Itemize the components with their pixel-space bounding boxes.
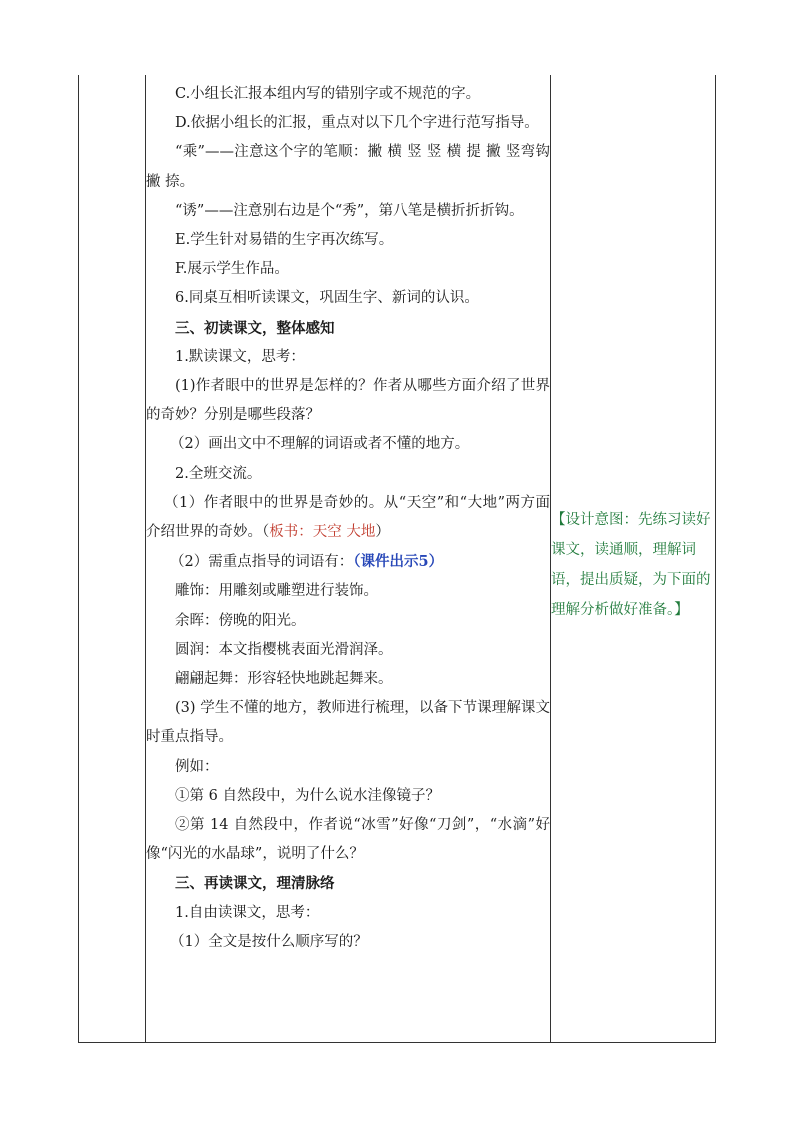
vocab-yuanrun: 圆润：本文指樱桃表面光滑润泽。 bbox=[175, 641, 393, 658]
step-e: E.学生针对易错的生字再次练写。 bbox=[175, 232, 394, 249]
answer-2: （2）需重点指导的词语有：（课件出示5） bbox=[170, 553, 444, 571]
example-1: ①第 6 自然段中，为什么说水洼像镜子？ bbox=[175, 787, 440, 804]
table-border-right bbox=[715, 75, 716, 1042]
blackboard-note: 板书：天空 大地 bbox=[269, 524, 376, 541]
answer-1: （1）作者眼中的世界是奇妙的。从“天空”和“大地”两方面介绍世界的奇妙。（板书：天空 大地） bbox=[146, 494, 550, 541]
step-c: C.小组长汇报本组内写的错别字或不规范的字。 bbox=[175, 86, 481, 102]
vocab-yuhui: 余晖：傍晚的阳光。 bbox=[175, 612, 306, 629]
question-1: (1)作者眼中的世界是怎样的？作者从哪些方面介绍了世界的奇妙？分别是哪些段落？ bbox=[146, 378, 550, 424]
step-6: 6.同桌互相听读课文，巩固生字、新词的认识。 bbox=[175, 290, 479, 307]
design-intent-cell bbox=[551, 505, 713, 625]
question-2: （2）画出文中不理解的词语或者不懂的地方。 bbox=[170, 436, 470, 453]
step-f: F.展示学生作品。 bbox=[175, 261, 289, 278]
task-1: 1.默读课文，思考： bbox=[175, 348, 305, 365]
example-label: 例如： bbox=[175, 758, 219, 775]
vocab-pianpian: 翩翩起舞：形容轻快地跳起舞来。 bbox=[175, 671, 393, 688]
task-2: 2.全班交流。 bbox=[175, 465, 262, 482]
courseware-note: （课件出示5） bbox=[353, 553, 444, 571]
section-heading-first-reading: 三、初读课文，整体感知 bbox=[175, 319, 335, 337]
step-d: D.依据小组长的汇报，重点对以下几个字进行范写指导。 bbox=[175, 115, 539, 132]
task-reread-1: 1.自由读课文，思考： bbox=[175, 904, 320, 921]
vocab-diaoshi: 雕饰：用雕刻或雕塑进行装饰。 bbox=[175, 583, 378, 600]
example-2: ②第 14 自然段中，作者说“冰雪”好像“刀剑”，“水滴”好像“闪光的水晶球”，说明了什么？ bbox=[146, 817, 550, 863]
answer-3: (3) 学生不懂的地方，教师进行梳理，以备下节课理解课文时重点指导。 bbox=[146, 700, 550, 746]
lesson-content-cell bbox=[146, 80, 550, 957]
char-cheng-note: “乘”——注意这个字的笔顺：撇 横 竖 竖 横 提 撇 竖弯钩 撇 捺。 bbox=[146, 144, 550, 190]
table-border-bottom bbox=[78, 1042, 716, 1043]
question-order: （1）全文是按什么顺序写的？ bbox=[170, 933, 368, 950]
section-heading-second-reading: 三、再读课文，理清脉络 bbox=[175, 875, 335, 893]
design-intent-note: 【设计意图：先练习读好课文，读通顺，理解词语，提出质疑，为下面的理解分析做好准备。】 bbox=[551, 512, 711, 618]
char-you-note: “诱”——注意别右边是个“秀”，第八笔是横折折折钩。 bbox=[175, 202, 524, 219]
table-border-left bbox=[78, 75, 79, 1042]
